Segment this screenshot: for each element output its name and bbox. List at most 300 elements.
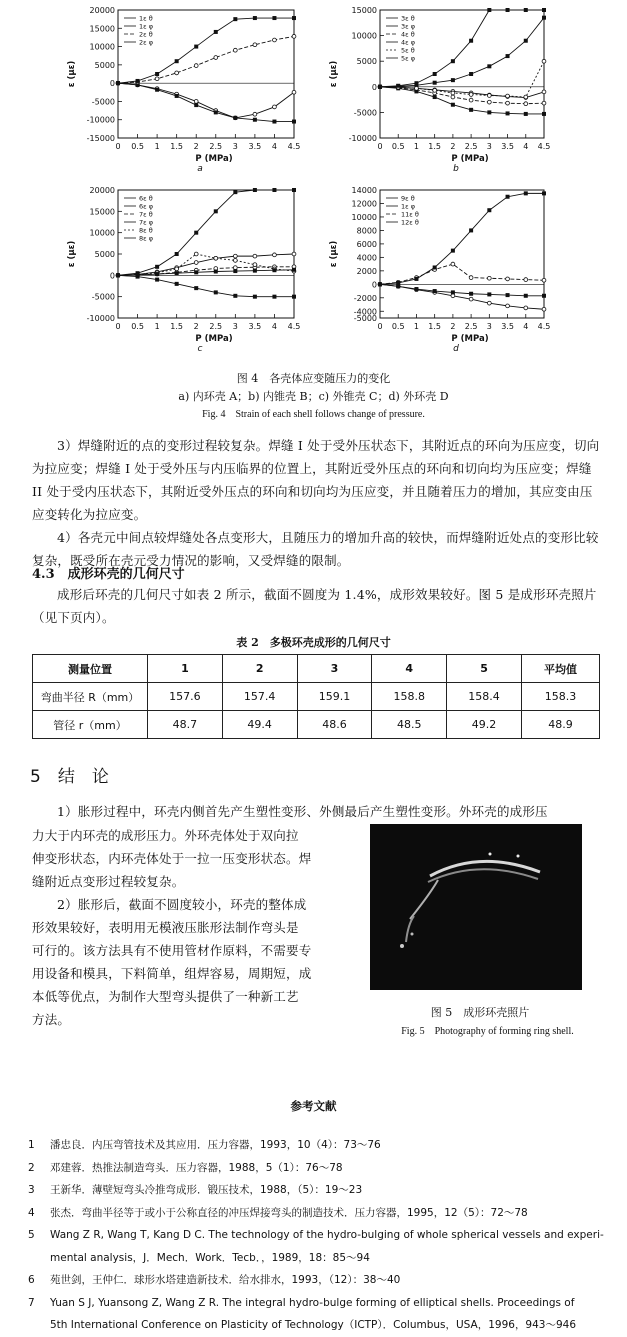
data-point: [506, 101, 510, 105]
table-header-row: [33, 655, 600, 683]
references-heading: 参考文献: [290, 1099, 337, 1113]
data-point: [451, 103, 455, 107]
panel-label: b: [453, 164, 459, 174]
data-point: [524, 294, 528, 298]
data-point: [487, 292, 491, 296]
x-tick-label: 0: [115, 142, 121, 151]
y-tick-label: 12000: [351, 199, 377, 209]
series-line: [380, 284, 544, 309]
y-tick-label: 10000: [89, 228, 115, 238]
figure5-caption-cn: 图 5 成形环壳照片: [430, 1006, 530, 1019]
data-point: [487, 94, 491, 98]
series-line: [380, 87, 544, 114]
x-tick-label: 1: [413, 322, 419, 331]
y-tick-label: -5000: [353, 314, 377, 323]
y-tick-label: -10000: [348, 134, 377, 143]
data-point: [433, 289, 437, 293]
data-point: [487, 8, 491, 12]
data-point: [253, 16, 257, 20]
data-point: [506, 54, 510, 58]
y-tick-label: -15000: [86, 134, 115, 143]
series-line: [118, 275, 294, 296]
x-tick-label: 2: [193, 142, 199, 151]
paragraph-3: 3）焊缝附近的点的变形过程较复杂。焊缝 I 处于受外压状态下，其附近点的环向为压应变，切向为拉应变；焊缝 I 处于受外压与内压临界的位置上，其附近受外压点的环向和切向均为压应变；焊缝 II 处于受内压状态下，其附近受外压点的环向和切向均为压应变，并且随着压力的增加，其应变由压应变转化为拉应变。: [32, 438, 600, 522]
data-point: [155, 265, 159, 269]
data-point: [433, 81, 437, 85]
chart-panel-d: [329, 186, 550, 354]
legend-label: 5ε φ: [401, 54, 416, 63]
data-point: [433, 95, 437, 99]
chart-panel-c: [67, 186, 300, 354]
reference-item: 2 邓建蓉．热推法制造弯头．压力容器，1988，5（1）：76～78: [28, 1161, 343, 1174]
table-cell: 49.2: [447, 711, 522, 739]
conclusion-line: 可行的。该方法具有不使用管材作原料，不需要专: [32, 943, 312, 958]
figure5-caption-en: Fig. 5 Photography of forming ring shell.: [401, 1026, 574, 1037]
data-point: [214, 269, 218, 273]
x-tick-label: 1: [154, 142, 160, 151]
x-tick-label: 3: [232, 322, 238, 331]
data-point: [272, 188, 276, 192]
conclusion-line: 伸变形状态，内环壳体处于一拉一压变形状态。焊: [32, 851, 312, 866]
y-tick-label: 10000: [351, 212, 377, 222]
conclusion-line: 本低等优点，为制作大型弯头提供了一种新工艺: [32, 989, 299, 1004]
data-point: [273, 253, 277, 257]
y-tick-label: 14000: [351, 186, 377, 195]
x-tick-label: 0.5: [391, 322, 405, 331]
y-tick-label: 8000: [356, 226, 377, 236]
x-tick-label: 4.5: [287, 142, 301, 151]
data-point: [469, 297, 473, 301]
data-point: [155, 77, 159, 81]
data-point: [194, 252, 198, 256]
y-tick-label: 20000: [89, 6, 115, 15]
y-tick-label: 20000: [89, 186, 115, 195]
ring-shell-image: [370, 824, 582, 990]
y-tick-label: 0: [371, 82, 377, 92]
data-point: [273, 105, 277, 109]
data-point: [524, 39, 528, 43]
data-point: [253, 188, 257, 192]
data-point: [469, 98, 473, 102]
data-point: [194, 100, 198, 104]
data-point: [292, 188, 296, 192]
panel-label: c: [197, 344, 203, 354]
data-point: [487, 276, 491, 280]
table-header-cell: 4: [372, 655, 447, 683]
conclusion-line: 方法。: [32, 1012, 71, 1027]
data-point: [214, 110, 218, 114]
legend-label: 4ε θ: [401, 30, 415, 39]
data-point: [175, 271, 179, 275]
x-tick-label: 3.5: [248, 142, 262, 151]
y-tick-label: 0: [109, 271, 115, 281]
figure4-charts: [0, 0, 627, 372]
data-point: [175, 282, 179, 286]
data-point: [524, 95, 528, 99]
y-tick-label: -4000: [353, 307, 377, 317]
data-point: [542, 112, 546, 116]
x-tick-label: 2: [450, 142, 456, 151]
data-point: [253, 254, 257, 258]
data-point: [292, 90, 296, 94]
data-point: [487, 64, 491, 68]
data-point: [194, 231, 198, 235]
chart-panel-b: [329, 6, 550, 174]
legend-label: 3ε θ: [401, 14, 415, 23]
table-row: [33, 683, 600, 711]
x-tick-label: 4: [523, 142, 529, 151]
data-point: [414, 277, 418, 281]
legend-label: 1ε φ: [401, 202, 416, 211]
data-point: [136, 79, 140, 83]
x-tick-label: 1.5: [170, 142, 184, 151]
photo-speck: [517, 855, 520, 858]
data-point: [155, 88, 159, 92]
data-point: [292, 268, 296, 272]
paragraph-4: 4）各壳元中间点较焊缝处各点变形大，且随压力的增加升高的较快，而焊缝附近处点的变形比较复杂，既受所在壳元受力情况的影响，又受焊缝的限制。: [32, 530, 599, 568]
data-point: [524, 102, 528, 106]
x-tick-label: 0.5: [391, 142, 405, 151]
x-tick-label: 2: [193, 322, 199, 331]
data-point: [233, 294, 237, 298]
x-tick-label: 0.5: [131, 142, 144, 151]
data-point: [469, 292, 473, 296]
data-point: [116, 81, 120, 85]
conclusion-line: 1）胀形过程中，环壳内侧首先产生塑性变形、外侧最后产生塑性变形。外环壳的成形压: [57, 804, 548, 819]
data-point: [506, 304, 510, 308]
data-point: [542, 59, 546, 63]
data-point: [451, 249, 455, 253]
data-point: [433, 265, 437, 269]
data-point: [272, 16, 276, 20]
x-tick-label: 1.5: [428, 142, 442, 151]
data-point: [194, 261, 198, 265]
x-tick-label: 4.5: [537, 322, 551, 331]
data-point: [292, 252, 296, 256]
data-point: [233, 266, 237, 270]
table-cell: 158.3: [521, 683, 599, 711]
data-point: [487, 208, 491, 212]
y-axis-label: ε (με): [329, 240, 339, 268]
x-tick-label: 2.5: [464, 322, 478, 331]
photo-speck: [489, 853, 492, 856]
x-tick-label: 1: [413, 142, 419, 151]
x-axis-label: P (MPa): [451, 334, 489, 344]
table-cell: 159.1: [297, 683, 372, 711]
reference-item: 3 王新华．薄壁短弯头冷推弯成形．锻压技术，1988，（5）：19～23: [28, 1184, 363, 1196]
data-point: [214, 56, 218, 60]
panel-label: a: [197, 164, 203, 174]
legend-label: 8ε φ: [139, 234, 154, 243]
panel-label: d: [453, 344, 459, 354]
photo-highlight: [406, 916, 414, 942]
legend-label: 11ε θ: [401, 210, 419, 219]
data-point: [487, 100, 491, 104]
table-header-cell: 平均值: [521, 655, 599, 683]
data-point: [506, 8, 510, 12]
data-point: [506, 111, 510, 115]
x-tick-label: 3: [486, 322, 492, 331]
data-point: [451, 95, 455, 99]
y-tick-label: -5000: [91, 292, 115, 302]
data-point: [451, 290, 455, 294]
legend-label: 2ε θ: [139, 30, 153, 39]
x-tick-label: 0: [377, 322, 383, 331]
data-point: [253, 112, 257, 116]
data-point: [487, 110, 491, 114]
table-cell: 48.5: [372, 711, 447, 739]
data-point: [451, 78, 455, 82]
data-point: [378, 85, 382, 89]
legend-label: 7ε φ: [139, 218, 154, 227]
series-line: [380, 61, 544, 97]
conclusion-column: [32, 824, 362, 1031]
data-point: [524, 306, 528, 310]
data-point: [155, 72, 159, 76]
data-point: [253, 295, 257, 299]
conclusion-line: 力大于内环壳的成形压力。外环壳体处于双向拉: [32, 828, 299, 843]
legend-label: 6ε θ: [139, 194, 153, 203]
legend-label: 2ε φ: [139, 38, 154, 47]
data-point: [194, 45, 198, 49]
x-tick-label: 1: [154, 322, 160, 331]
y-axis-label: ε (με): [67, 240, 77, 268]
x-tick-label: 3.5: [248, 322, 262, 331]
data-point: [175, 94, 179, 98]
table-cell: 管径 r（mm）: [33, 711, 148, 739]
data-point: [451, 59, 455, 63]
data-point: [524, 8, 528, 12]
data-point: [253, 269, 257, 273]
y-axis-label: ε (με): [67, 60, 77, 88]
table-cell: 弯曲半径 R（mm）: [33, 683, 148, 711]
x-tick-label: 0.5: [131, 322, 144, 331]
legend-label: 3ε φ: [401, 22, 416, 31]
data-point: [116, 273, 120, 277]
data-point: [378, 282, 382, 286]
data-point: [233, 190, 237, 194]
series-line: [380, 284, 544, 295]
data-point: [506, 94, 510, 98]
data-point: [487, 301, 491, 305]
reference-item: 6 苑世剑，王仲仁．球形水塔建造新技术．给水排水，1993，（12）：38～40: [28, 1274, 401, 1286]
table-row: [33, 711, 600, 739]
table-cell: 157.6: [148, 683, 223, 711]
x-tick-label: 3.5: [501, 322, 514, 331]
data-point: [214, 256, 218, 260]
y-tick-label: 5000: [356, 57, 377, 67]
chart-panel-a: [67, 6, 300, 174]
data-point: [506, 293, 510, 297]
y-tick-label: 10000: [89, 42, 115, 52]
data-point: [175, 252, 179, 256]
y-tick-label: 0: [109, 79, 115, 89]
data-point: [272, 268, 276, 272]
data-point: [542, 90, 546, 94]
x-tick-label: 1.5: [428, 322, 442, 331]
reference-item: 7 Yuan S J, Yuansong Z, Wang Z R. The integral hydro-bulge forming of elliptical shells. Proceedings of: [28, 1296, 575, 1309]
x-tick-label: 4: [271, 322, 277, 331]
table-cell: 157.4: [222, 683, 297, 711]
data-point: [273, 38, 277, 42]
table-header-cell: 3: [297, 655, 372, 683]
x-tick-label: 4.5: [287, 322, 301, 331]
data-point: [272, 295, 276, 299]
table2-title: 表 2 多极环壳成形的几何尺寸: [236, 636, 391, 649]
y-tick-label: 15000: [89, 207, 115, 217]
section-4-3-heading: 4.3 成形环壳的几何尺寸: [32, 567, 185, 582]
y-tick-label: -5000: [353, 108, 377, 118]
data-point: [272, 120, 276, 124]
x-axis-label: P (MPa): [195, 334, 233, 344]
data-point: [396, 84, 400, 88]
data-point: [214, 30, 218, 34]
legend-label: 8ε θ: [139, 226, 153, 235]
data-point: [136, 273, 140, 277]
x-tick-label: 1.5: [170, 322, 184, 331]
data-point: [194, 270, 198, 274]
conclusion-line: 缝附近点变形过程较复杂。: [32, 874, 185, 889]
y-axis-label: ε (με): [329, 60, 339, 88]
conclusion-heading: 5 结 论: [30, 767, 109, 787]
y-tick-label: 6000: [356, 239, 377, 249]
legend-label: 7ε θ: [139, 210, 153, 219]
reference-item: 4 张杰．弯曲半径等于或小于公称直径的冲压焊接弯头的制造技术．压力容器，1995，12（5）：72～78: [28, 1206, 528, 1219]
data-point: [506, 277, 510, 281]
data-point: [214, 290, 218, 294]
y-tick-label: 2000: [356, 266, 377, 276]
table-header-cell: 1: [148, 655, 223, 683]
reference-list: [28, 1134, 623, 1337]
data-point: [542, 307, 546, 311]
data-point: [233, 17, 237, 21]
data-point: [542, 8, 546, 12]
data-point: [524, 278, 528, 282]
legend-label: 4ε φ: [401, 38, 416, 47]
data-point: [396, 281, 400, 285]
photo-speck: [400, 944, 404, 948]
conclusion-line: 2）胀形后，截面不圆度较小，环壳的整体成: [57, 897, 307, 912]
series-line: [118, 83, 294, 118]
table-header-cell: 5: [447, 655, 522, 683]
data-point: [451, 294, 455, 298]
x-tick-label: 0: [377, 142, 383, 151]
data-point: [175, 59, 179, 63]
paragraph-5: 成形后环壳的几何尺寸如表 2 所示，截面不圆度为 1.4%，成形效果较好。图 5 是成形环壳照片（见下页内）。: [32, 587, 597, 625]
data-point: [175, 71, 179, 75]
data-point: [469, 93, 473, 97]
data-point: [253, 263, 257, 267]
x-tick-label: 2: [450, 322, 456, 331]
legend-label: 5ε θ: [401, 46, 415, 55]
data-point: [292, 16, 296, 20]
figure4-caption-cn: 图 4 各壳体应变随压力的变化: [236, 372, 391, 385]
table2: [32, 654, 600, 739]
data-point: [469, 276, 473, 280]
table-cell: 158.8: [372, 683, 447, 711]
y-tick-label: 5000: [94, 60, 115, 70]
data-point: [469, 228, 473, 232]
y-tick-label: 15000: [351, 6, 377, 15]
data-point: [233, 254, 237, 258]
data-point: [292, 120, 296, 124]
x-tick-label: 3: [486, 142, 492, 151]
data-point: [292, 34, 296, 38]
y-tick-label: -5000: [91, 97, 115, 107]
x-tick-label: 3: [232, 142, 238, 151]
legend-label: 1ε θ: [139, 14, 153, 23]
y-tick-label: 5000: [94, 250, 115, 259]
table-header-cell: 测量位置: [33, 655, 148, 683]
table-cell: 49.4: [222, 711, 297, 739]
y-tick-label: 4000: [356, 253, 377, 263]
x-axis-label: P (MPa): [195, 154, 233, 164]
data-point: [469, 39, 473, 43]
legend-label: 6ε φ: [139, 202, 154, 211]
table-header-cell: 2: [222, 655, 297, 683]
conclusion-line: 形效果较好，表明用无模液压胀形法制作弯头是: [32, 920, 299, 935]
data-point: [155, 278, 159, 282]
data-point: [451, 262, 455, 266]
data-point: [233, 48, 237, 52]
data-point: [194, 103, 198, 107]
figure4-subcaption: a) 内环壳 A；b) 内锥壳 B；c) 外锥壳 C；d) 外环壳 D: [178, 390, 449, 403]
data-point: [414, 287, 418, 291]
data-point: [524, 112, 528, 116]
data-point: [451, 91, 455, 95]
data-point: [542, 294, 546, 298]
data-point: [415, 86, 419, 90]
data-point: [194, 64, 198, 68]
data-point: [506, 195, 510, 199]
data-point: [524, 191, 528, 195]
data-point: [542, 16, 546, 20]
data-point: [414, 81, 418, 85]
photo-highlight: [410, 880, 438, 919]
table-cell: 48.7: [148, 711, 223, 739]
data-point: [542, 191, 546, 195]
x-tick-label: 4.5: [537, 142, 551, 151]
x-tick-label: 2.5: [209, 322, 223, 331]
y-tick-label: -2000: [353, 293, 377, 303]
data-point: [469, 72, 473, 76]
data-point: [214, 209, 218, 213]
conclusion-line: 用设备和模具，下料简单，组焊容易，周期短，成: [32, 966, 312, 981]
y-tick-label: -10000: [86, 314, 115, 323]
data-point: [253, 43, 257, 47]
table-cell: 48.6: [297, 711, 372, 739]
ring-shell-photo: [370, 824, 582, 990]
photo-speck: [411, 933, 414, 936]
data-point: [433, 72, 437, 76]
reference-item: 5th International Conference on Plasticity of Technology（ICTP）．Columbus，USA，1996，943～946: [50, 1319, 577, 1331]
x-tick-label: 0: [115, 322, 121, 331]
table-cell: 158.4: [447, 683, 522, 711]
body-text: [32, 434, 602, 572]
legend-label: 12ε θ: [401, 218, 419, 227]
y-tick-label: 10000: [351, 31, 377, 41]
legend-label: 1ε φ: [139, 22, 154, 31]
figure4-caption-en: Fig. 4 Strain of each shell follows change of pressure.: [202, 409, 425, 420]
data-point: [233, 116, 237, 120]
data-point: [433, 88, 437, 92]
body-text-2: [32, 583, 602, 629]
x-tick-label: 2.5: [209, 142, 223, 151]
data-point: [253, 118, 257, 122]
data-point: [469, 108, 473, 112]
data-point: [155, 272, 159, 276]
data-point: [175, 267, 179, 271]
